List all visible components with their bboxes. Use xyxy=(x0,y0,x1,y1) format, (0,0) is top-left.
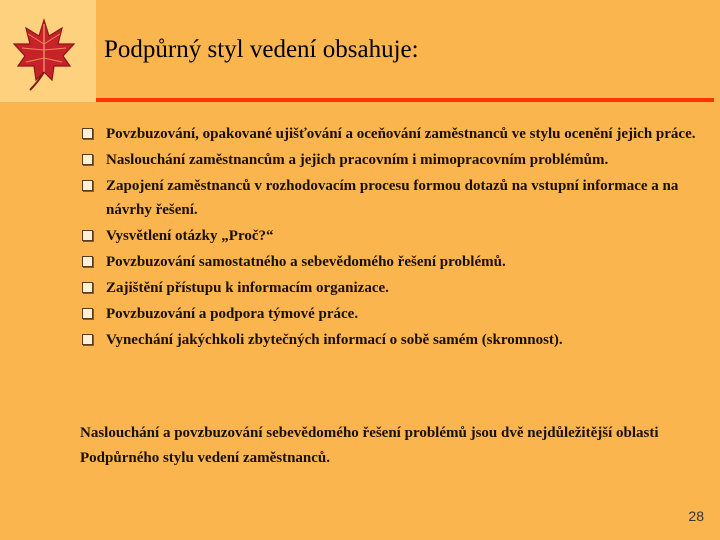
checkbox-bullet-icon xyxy=(82,154,93,165)
bullet-list xyxy=(82,122,702,354)
checkbox-bullet-icon xyxy=(82,334,93,345)
checkbox-bullet-icon xyxy=(82,282,93,293)
list-item xyxy=(82,250,702,274)
list-item-text: Povzbuzování a podpora týmové práce. xyxy=(106,306,359,322)
title-decoration-panel xyxy=(0,0,96,102)
list-item-text: Povzbuzování, opakované ujišťování a oceňování zaměstnanců ve stylu ocenění jejich práce. xyxy=(106,126,696,142)
autumn-leaf-icon xyxy=(8,14,80,94)
list-item xyxy=(82,122,702,146)
list-item-text: Povzbuzování samostatného a sebevědomého řešení problémů. xyxy=(106,254,506,270)
checkbox-bullet-icon xyxy=(82,308,93,319)
summary-paragraph: Naslouchání a povzbuzování sebevědomého řešení problémů jsou dvě nejdůležitější oblasti Podpůrného stylu vedení zaměstnanců. xyxy=(80,425,659,466)
list-item-text: Zajištění přístupu k informacím organizace. xyxy=(106,280,389,296)
checkbox-bullet-icon xyxy=(82,180,93,191)
checkbox-bullet-icon xyxy=(82,256,93,267)
checkbox-bullet-icon xyxy=(82,230,93,241)
list-item-text: Zapojení zaměstnanců v rozhodovacím procesu formou dotazů na vstupní informace a na návrhy řešení. xyxy=(106,178,679,218)
list-item-text: Naslouchání zaměstnancům a jejich pracovním i mimopracovním problémům. xyxy=(106,152,609,168)
slide-title: Podpůrný styl vedení obsahuje: xyxy=(104,36,419,63)
list-item xyxy=(82,302,702,326)
checkbox-bullet-icon xyxy=(82,128,93,139)
list-item xyxy=(82,174,702,222)
list-item-text: Vynechání jakýchkoli zbytečných informací o sobě samém (skromnost). xyxy=(106,332,563,348)
list-item xyxy=(82,148,702,172)
page-number: 28 xyxy=(688,508,704,524)
title-divider xyxy=(96,98,714,102)
list-item xyxy=(82,276,702,300)
list-item-text: Vysvětlení otázky „Proč?“ xyxy=(106,228,274,244)
list-item xyxy=(82,328,702,352)
list-item xyxy=(82,224,702,248)
